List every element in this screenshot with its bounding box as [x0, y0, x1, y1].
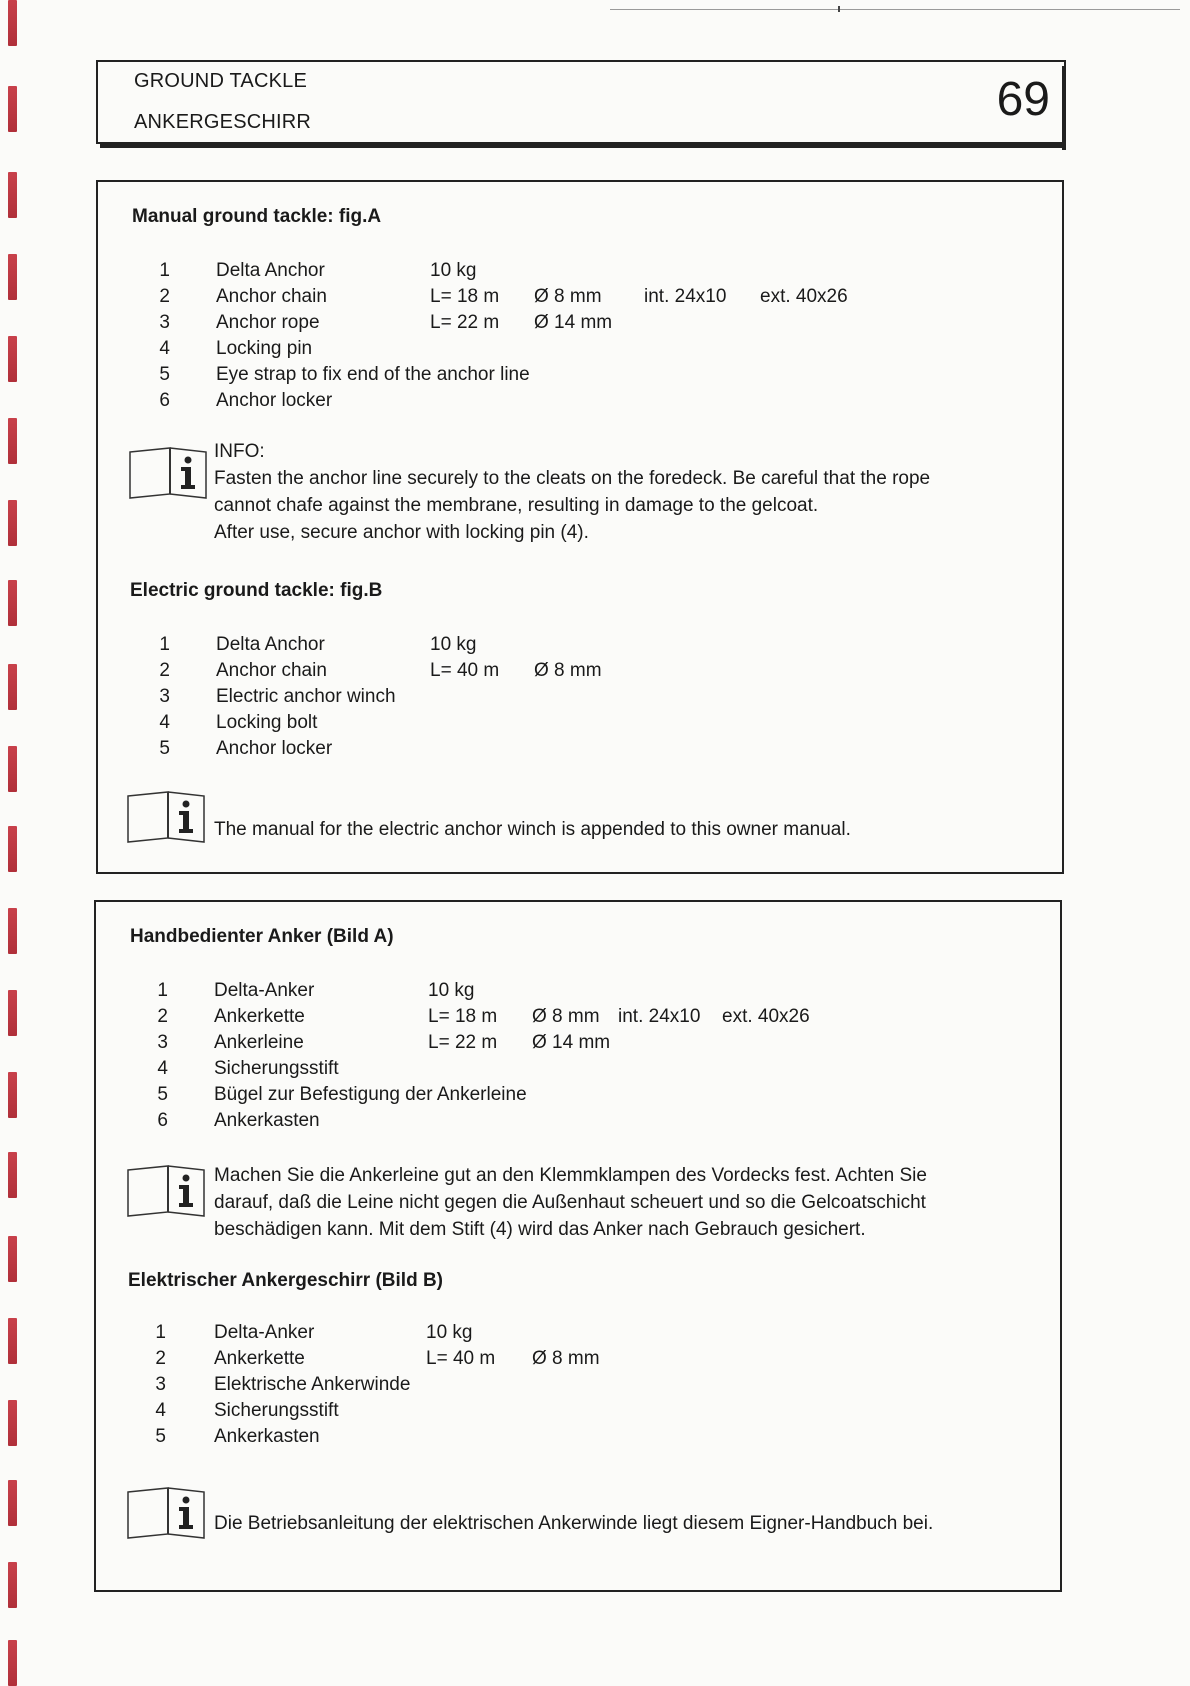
item-name: Sicherungsstift — [214, 1058, 339, 1079]
item-name: Ankerkette — [214, 1006, 305, 1027]
top-rule — [610, 9, 1180, 10]
item-name: Anchor locker — [216, 738, 333, 759]
item-diameter: Ø 8 mm — [534, 660, 602, 681]
page-number: 69 — [996, 73, 1050, 126]
item-diameter: Ø 8 mm — [534, 286, 602, 307]
item-number: 4 — [155, 1400, 166, 1421]
item-ext: ext. 40x26 — [760, 286, 848, 307]
item-name: Locking bolt — [216, 712, 318, 733]
item-number: 1 — [159, 260, 170, 281]
item-name: Delta Anchor — [216, 634, 325, 655]
item-int: int. 24x10 — [644, 286, 727, 307]
item-name: Ankerkasten — [214, 1426, 320, 1447]
item-name: Anchor chain — [216, 286, 327, 307]
item-name: Anchor chain — [216, 660, 327, 681]
item-spec: L= 22 m — [430, 312, 500, 333]
item-name: Anchor rope — [216, 312, 320, 333]
item-number: 2 — [155, 1348, 166, 1369]
item-name: Locking pin — [216, 338, 313, 359]
page-header — [96, 60, 1066, 144]
item-name: Delta-Anker — [214, 1322, 315, 1343]
electric-heading: Electric ground tackle: fig.B — [130, 580, 383, 601]
item-spec: L= 18 m — [428, 1006, 498, 1027]
item-spec: L= 40 m — [426, 1348, 496, 1369]
item-diameter: Ø 14 mm — [534, 312, 613, 333]
info-book-icon — [126, 1160, 206, 1218]
item-name: Delta-Anker — [214, 980, 315, 1001]
item-number: 1 — [155, 1322, 166, 1343]
item-number: 5 — [159, 364, 170, 385]
english-section — [96, 180, 1064, 874]
item-number: 4 — [159, 712, 170, 733]
item-number: 6 — [157, 1110, 168, 1131]
item-diameter: Ø 8 mm — [532, 1006, 600, 1027]
item-number: 2 — [159, 660, 170, 681]
item-ext: ext. 40x26 — [722, 1006, 810, 1027]
manual-heading: Manual ground tackle: fig.A — [132, 206, 382, 227]
info-line: After use, secure anchor with locking pin (4). — [214, 522, 589, 543]
item-spec: L= 40 m — [430, 660, 500, 681]
item-number: 3 — [159, 312, 170, 333]
item-spec: L= 18 m — [430, 286, 500, 307]
item-name: Bügel zur Befestigung der Ankerleine — [214, 1084, 527, 1105]
item-spec: 10 kg — [430, 634, 477, 655]
top-tick — [838, 6, 840, 12]
item-name: Ankerkasten — [214, 1110, 320, 1131]
item-name: Ankerleine — [214, 1032, 304, 1053]
item-number: 1 — [157, 980, 168, 1001]
binding-strip — [8, 0, 18, 1684]
item-number: 1 — [159, 634, 170, 655]
info-book-icon — [126, 1482, 206, 1540]
item-number: 3 — [159, 686, 170, 707]
item-name: Ankerkette — [214, 1348, 305, 1369]
german-section — [94, 900, 1062, 1592]
item-name: Eye strap to fix end of the anchor line — [216, 364, 530, 385]
item-number: 3 — [157, 1032, 168, 1053]
item-number: 5 — [155, 1426, 166, 1447]
item-spec: 10 kg — [428, 980, 475, 1001]
item-name: Elektrische Ankerwinde — [214, 1374, 411, 1395]
info-line: beschädigen kann. Mit dem Stift (4) wird das Anker nach Gebrauch gesichert. — [214, 1219, 866, 1240]
item-number: 6 — [159, 390, 170, 411]
info-title: INFO: — [214, 441, 265, 462]
info-note-de — [214, 1162, 927, 1243]
electric-heading-de: Elektrischer Ankergeschirr (Bild B) — [128, 1270, 444, 1291]
item-number: 4 — [159, 338, 170, 359]
info-line: Machen Sie die Ankerleine gut an den Klemmklampen des Vordecks fest. Achten Sie — [214, 1165, 927, 1186]
item-name: Delta Anchor — [216, 260, 325, 281]
info-book-icon — [126, 786, 206, 844]
header-title-de: ANKERGESCHIRR — [134, 111, 312, 133]
info-line: Die Betriebsanleitung der elektrischen Ankerwinde liegt diesem Eigner-Handbuch bei. — [214, 1513, 934, 1534]
item-int: int. 24x10 — [618, 1006, 701, 1027]
item-diameter: Ø 14 mm — [532, 1032, 611, 1053]
item-number: 3 — [155, 1374, 166, 1395]
item-diameter: Ø 8 mm — [532, 1348, 600, 1369]
info-line: Fasten the anchor line securely to the cleats on the foredeck. Be careful that the rope — [214, 468, 931, 489]
item-number: 4 — [157, 1058, 168, 1079]
item-number: 5 — [159, 738, 170, 759]
item-spec: L= 22 m — [428, 1032, 498, 1053]
manual-heading-de: Handbedienter Anker (Bild A) — [130, 926, 394, 947]
info-book-icon — [128, 442, 208, 500]
item-number: 5 — [157, 1084, 168, 1105]
item-name: Sicherungsstift — [214, 1400, 339, 1421]
item-spec: 10 kg — [430, 260, 477, 281]
item-number: 2 — [157, 1006, 168, 1027]
info-note — [214, 438, 930, 546]
header-title-en: GROUND TACKLE — [134, 70, 308, 92]
header-shadow — [100, 144, 1066, 148]
item-spec: 10 kg — [426, 1322, 473, 1343]
info-line: The manual for the electric anchor winch is appended to this owner manual. — [214, 819, 851, 840]
info-line: darauf, daß die Leine nicht gegen die Außenhaut scheuert und so die Gelcoatschicht — [214, 1192, 926, 1213]
info-line: cannot chafe against the membrane, resulting in damage to the gelcoat. — [214, 495, 819, 516]
item-number: 2 — [159, 286, 170, 307]
item-name: Anchor locker — [216, 390, 333, 411]
item-name: Electric anchor winch — [216, 686, 396, 707]
